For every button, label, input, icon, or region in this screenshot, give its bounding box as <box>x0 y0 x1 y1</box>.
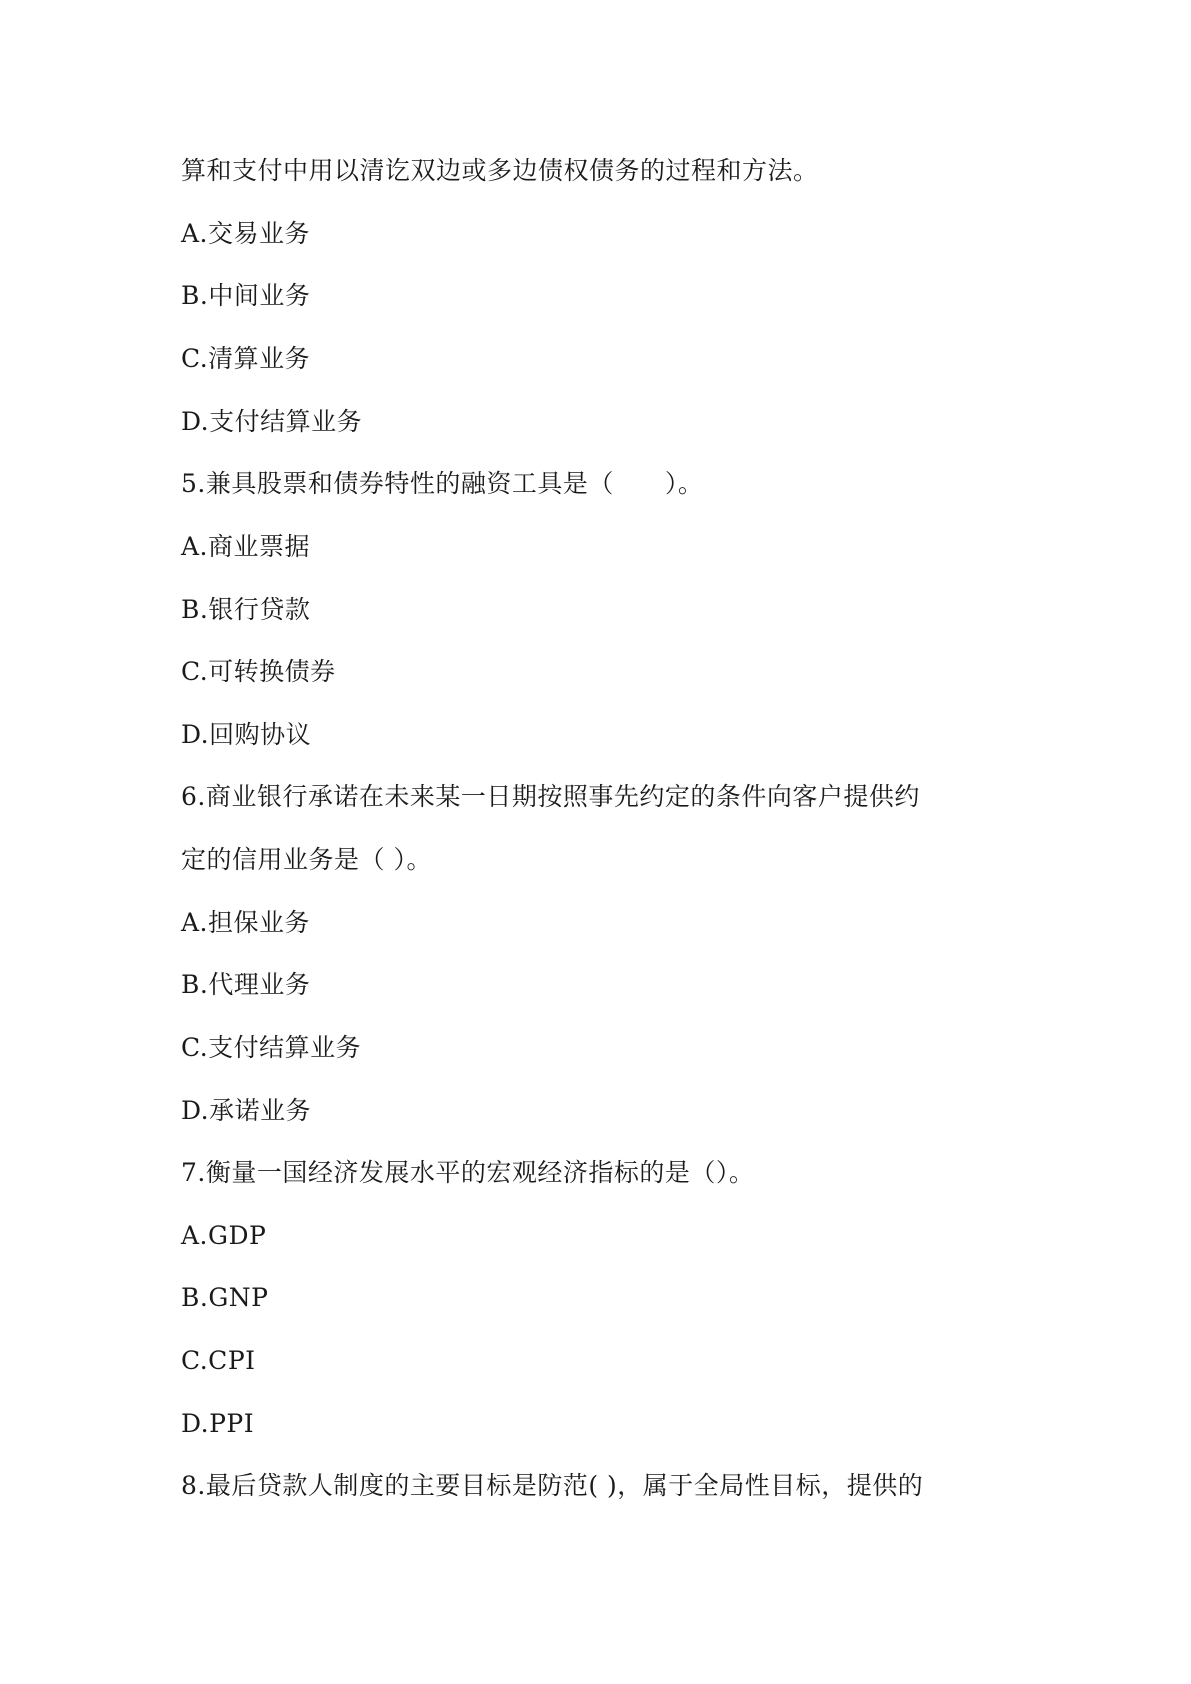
question-5-option-d: D.回购协议 <box>181 720 312 749</box>
question-6-stem-line-1: 6.商业银行承诺在未来某一日期按照事先约定的条件向客户提供约 <box>181 782 920 811</box>
question-4-continuation: 算和支付中用以清讫双边或多边债权债务的过程和方法。 <box>181 156 819 185</box>
question-6-option-c: C.支付结算业务 <box>181 1033 362 1062</box>
question-4-option-d: D.支付结算业务 <box>181 407 363 436</box>
question-7-stem: 7.衡量一国经济发展水平的宏观经济指标的是（）。 <box>181 1158 755 1187</box>
question-5-option-c: C.可转换债券 <box>181 657 336 686</box>
question-7-option-a: A.GDP <box>181 1221 267 1250</box>
question-5-option-b: B.银行贷款 <box>181 595 311 624</box>
question-4-option-a: A.交易业务 <box>181 219 311 248</box>
question-6-option-b: B.代理业务 <box>181 970 311 999</box>
question-4-option-c: C.清算业务 <box>181 344 311 373</box>
question-4-option-b: B.中间业务 <box>181 281 311 310</box>
question-7-option-c: C.CPI <box>181 1346 256 1375</box>
question-6-option-a: A.担保业务 <box>181 908 311 937</box>
question-8-stem: 8.最后贷款人制度的主要目标是防范( )，属于全局性目标，提供的 <box>181 1471 924 1500</box>
question-5-stem: 5.兼具股票和债券特性的融资工具是（ ）。 <box>181 469 704 498</box>
question-7-option-b: B.GNP <box>181 1283 269 1312</box>
question-6-option-d: D.承诺业务 <box>181 1096 312 1125</box>
question-6-stem-line-2: 定的信用业务是（ ）。 <box>181 845 432 874</box>
question-7-option-d: D.PPI <box>181 1409 255 1438</box>
question-5-option-a: A.商业票据 <box>181 532 311 561</box>
